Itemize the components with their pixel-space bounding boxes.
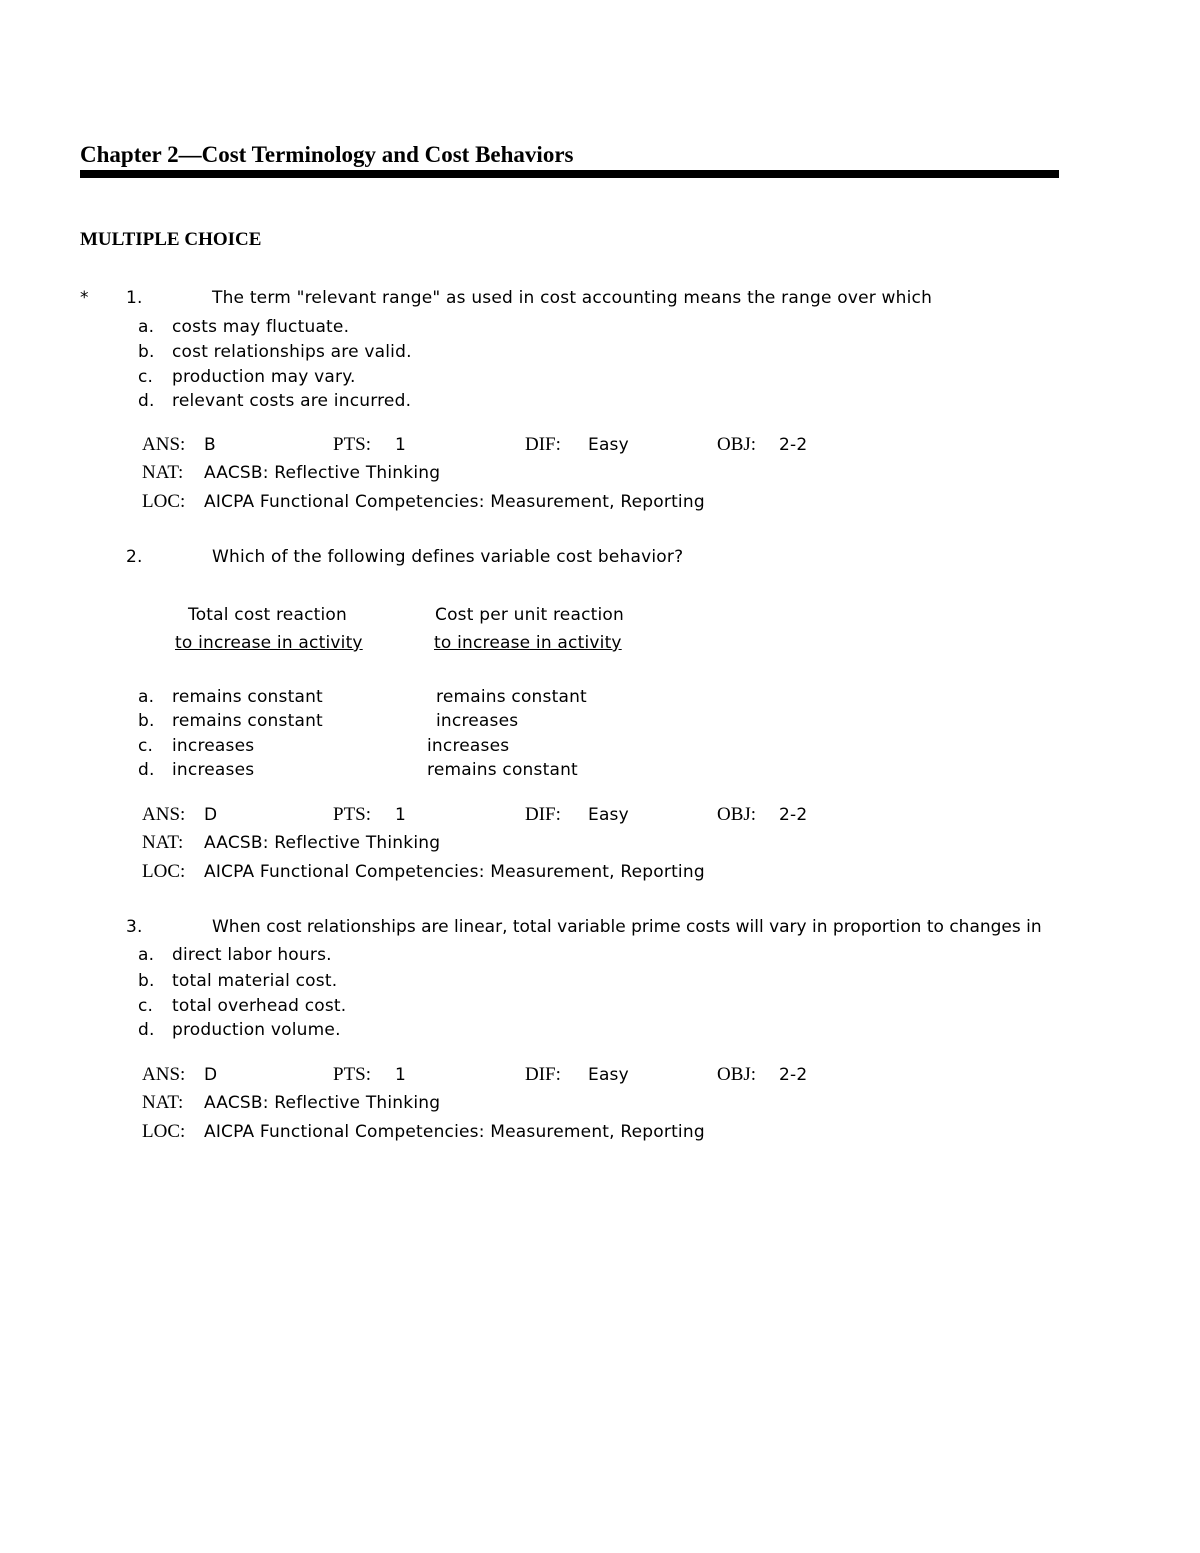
- dif-label: DIF:: [525, 804, 561, 825]
- choice-text: costs may fluctuate.: [172, 317, 350, 337]
- nat-value: AACSB: Reflective Thinking: [204, 463, 441, 483]
- choice-text: direct labor hours.: [172, 945, 332, 965]
- loc-label: LOC:: [142, 861, 186, 882]
- dif-value: Easy: [588, 435, 629, 455]
- obj-label: OBJ:: [717, 804, 757, 825]
- ans-value: D: [204, 805, 218, 825]
- choice-text: total material cost.: [172, 971, 338, 991]
- question-number: 1.: [126, 288, 143, 308]
- choice-letter: d.: [138, 391, 155, 411]
- section-heading: MULTIPLE CHOICE: [80, 229, 262, 250]
- choice-text: production volume.: [172, 1020, 341, 1040]
- pts-value: 1: [395, 1065, 407, 1085]
- column-header-total-cost: Total cost reaction: [188, 605, 347, 625]
- question-marker: *: [80, 288, 89, 308]
- loc-label: LOC:: [142, 491, 186, 512]
- nat-value: AACSB: Reflective Thinking: [204, 833, 441, 853]
- title-rule: [80, 170, 1059, 178]
- question-stem: Which of the following defines variable cost behavior?: [212, 547, 684, 567]
- choice-col1: remains constant: [172, 711, 323, 731]
- question-number: 2.: [126, 547, 143, 567]
- choice-letter: b.: [138, 342, 155, 362]
- choice-col1: remains constant: [172, 687, 323, 707]
- choice-letter: a.: [138, 687, 155, 707]
- choice-letter: d.: [138, 760, 155, 780]
- dif-label: DIF:: [525, 434, 561, 455]
- ans-value: B: [204, 435, 216, 455]
- choice-col2: increases: [436, 711, 519, 731]
- loc-value: AICPA Functional Competencies: Measurement, Reporting: [204, 862, 705, 882]
- column-header-unit-cost-sub: to increase in activity: [434, 633, 622, 653]
- pts-value: 1: [395, 805, 407, 825]
- chapter-title: Chapter 2—Cost Terminology and Cost Behaviors: [80, 142, 574, 167]
- choice-col2: remains constant: [427, 760, 578, 780]
- ans-label: ANS:: [142, 434, 186, 455]
- choice-text: total overhead cost.: [172, 996, 347, 1016]
- obj-value: 2-2: [779, 435, 808, 455]
- obj-label: OBJ:: [717, 1064, 757, 1085]
- choice-col1: increases: [172, 760, 255, 780]
- pts-label: PTS:: [333, 1064, 372, 1085]
- ans-value: D: [204, 1065, 218, 1085]
- question-stem: The term "relevant range" as used in cost accounting means the range over which: [212, 288, 933, 308]
- obj-value: 2-2: [779, 805, 808, 825]
- question-number: 3.: [126, 917, 143, 937]
- choice-text: relevant costs are incurred.: [172, 391, 412, 411]
- column-header-unit-cost: Cost per unit reaction: [435, 605, 624, 625]
- obj-value: 2-2: [779, 1065, 808, 1085]
- choice-letter: c.: [138, 367, 154, 387]
- choice-letter: a.: [138, 317, 155, 337]
- choice-col1: increases: [172, 736, 255, 756]
- choice-letter: a.: [138, 945, 155, 965]
- choice-text: production may vary.: [172, 367, 356, 387]
- pts-label: PTS:: [333, 804, 372, 825]
- choice-col2: increases: [427, 736, 510, 756]
- choice-letter: b.: [138, 711, 155, 731]
- ans-label: ANS:: [142, 804, 186, 825]
- choice-letter: c.: [138, 736, 154, 756]
- dif-label: DIF:: [525, 1064, 561, 1085]
- pts-label: PTS:: [333, 434, 372, 455]
- choice-text: cost relationships are valid.: [172, 342, 412, 362]
- nat-label: NAT:: [142, 832, 184, 853]
- dif-value: Easy: [588, 805, 629, 825]
- choice-letter: d.: [138, 1020, 155, 1040]
- choice-letter: b.: [138, 971, 155, 991]
- question-stem: When cost relationships are linear, total variable prime costs will vary in proportion to changes in: [212, 917, 1042, 937]
- column-header-total-cost-sub: to increase in activity: [175, 633, 363, 653]
- pts-value: 1: [395, 435, 407, 455]
- loc-label: LOC:: [142, 1121, 186, 1142]
- nat-label: NAT:: [142, 462, 184, 483]
- obj-label: OBJ:: [717, 434, 757, 455]
- ans-label: ANS:: [142, 1064, 186, 1085]
- choice-letter: c.: [138, 996, 154, 1016]
- nat-value: AACSB: Reflective Thinking: [204, 1093, 441, 1113]
- loc-value: AICPA Functional Competencies: Measurement, Reporting: [204, 1122, 705, 1142]
- nat-label: NAT:: [142, 1092, 184, 1113]
- loc-value: AICPA Functional Competencies: Measurement, Reporting: [204, 492, 705, 512]
- dif-value: Easy: [588, 1065, 629, 1085]
- choice-col2: remains constant: [436, 687, 587, 707]
